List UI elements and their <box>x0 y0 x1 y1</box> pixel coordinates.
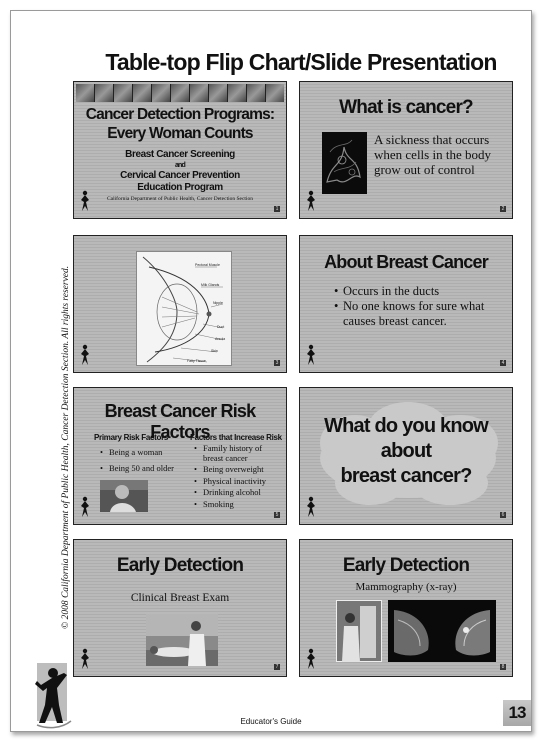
bullet-item: • Physical inactivity <box>194 477 284 487</box>
slide-4 <box>299 235 513 373</box>
slide-6-line-1: What do you know <box>324 415 488 437</box>
logo-icon <box>305 648 317 670</box>
slide-1-title-1: Cancer Detection Programs: <box>85 106 275 123</box>
slide-7-title: Early Detection <box>116 555 244 576</box>
slide-number: 8 <box>501 664 505 670</box>
bullet-item: • Being 50 and older <box>100 460 180 476</box>
slide-2-title: What is cancer? <box>339 97 473 118</box>
logo-icon <box>79 648 91 670</box>
slide-1-sub-2: and <box>174 162 186 169</box>
slide-8-title: Early Detection <box>342 555 470 576</box>
label-duct: Duct <box>217 325 225 329</box>
bullet-item: • Family history of breast cancer <box>194 444 284 463</box>
slide-number: 6 <box>501 512 505 518</box>
slide-2-body: A sickness that occurs when cells in the body grow out of control <box>374 132 491 177</box>
slide-1-org: California Department of Public Health, Cancer Detection Section <box>106 196 253 202</box>
slide-5-col2-head: Factors that Increase Risk <box>190 433 282 442</box>
woman-photo <box>100 480 148 512</box>
slide-6-line-3: breast cancer? <box>340 465 472 487</box>
slide-1-sub-4: Education Program <box>137 182 223 193</box>
bullet-item: • Being overweight <box>194 465 284 475</box>
slide-5-col2 <box>194 444 284 509</box>
slide-1-sub-3: Cervical Cancer Prevention <box>120 170 240 181</box>
slide-number: 4 <box>501 360 505 366</box>
document-page <box>10 10 532 732</box>
slide-number: 7 <box>275 664 279 670</box>
slide-1-sub-1: Breast Cancer Screening <box>125 149 235 160</box>
breast-anatomy-diagram <box>136 251 232 366</box>
logo-icon <box>79 344 91 366</box>
slide-number: 5 <box>275 512 279 518</box>
bullet-item: • Being a woman <box>100 444 180 460</box>
slide-2 <box>299 81 513 219</box>
slide-4-bullets <box>334 284 504 329</box>
logo-icon <box>305 190 317 212</box>
slide-5-title: Breast Cancer Risk Factors <box>104 401 256 442</box>
page-title: Table-top Flip Chart/Slide Presentation <box>105 49 497 75</box>
slide-3 <box>73 235 287 373</box>
slide-1 <box>73 81 287 219</box>
label-skin: Skin <box>211 349 218 353</box>
label-nipple: Nipple <box>213 301 223 305</box>
slide-8-subtitle: Mammography (x-ray) <box>355 581 457 593</box>
label-areola: Areola <box>215 337 226 341</box>
bullet-item: • Smoking <box>194 500 284 510</box>
bullet-item: • No one knows for sure what causes breast cancer. <box>334 299 504 329</box>
label-pectoral-muscle: Pectoral Muscle <box>195 263 220 267</box>
bullet-item: • Drinking alcohol <box>194 488 284 498</box>
slide-7-subtitle: Clinical Breast Exam <box>130 592 230 604</box>
mammography-machine-photo <box>336 600 382 662</box>
cancer-cells-image <box>322 132 367 194</box>
slide-6-line-2: about <box>380 440 432 462</box>
photo-strip <box>76 84 284 102</box>
bullet-item: • Occurs in the ducts <box>334 284 504 299</box>
copyright-notice: © 2008 California Department of Public Health, Cancer Detection Section. All rights reserved. <box>61 265 71 629</box>
slide-number: 1 <box>275 206 279 212</box>
logo-icon <box>79 496 91 518</box>
slide-number: 3 <box>275 360 279 366</box>
logo-icon <box>305 496 317 518</box>
label-fatty-tissue: Fatty Tissue <box>187 359 206 363</box>
slide-5-col1 <box>100 444 180 476</box>
slide-4-title: About Breast Cancer <box>324 252 488 272</box>
slide-number: 2 <box>501 206 505 212</box>
page-number: 13 <box>503 700 531 726</box>
logo-icon <box>305 344 317 366</box>
logo-icon <box>79 190 91 212</box>
slide-8 <box>299 539 513 677</box>
slide-1-title-2: Every Woman Counts <box>107 125 253 142</box>
slide-5 <box>73 387 287 525</box>
mammogram-xray-image <box>388 600 496 662</box>
footer-label: Educator's Guide <box>240 717 302 726</box>
slide-6 <box>299 387 513 525</box>
clinical-exam-photo <box>146 614 218 666</box>
slide-5-col1-head: Primary Risk Factors <box>94 433 169 442</box>
slide-7 <box>73 539 287 677</box>
label-milk-glands: Milk Glands <box>201 283 220 287</box>
